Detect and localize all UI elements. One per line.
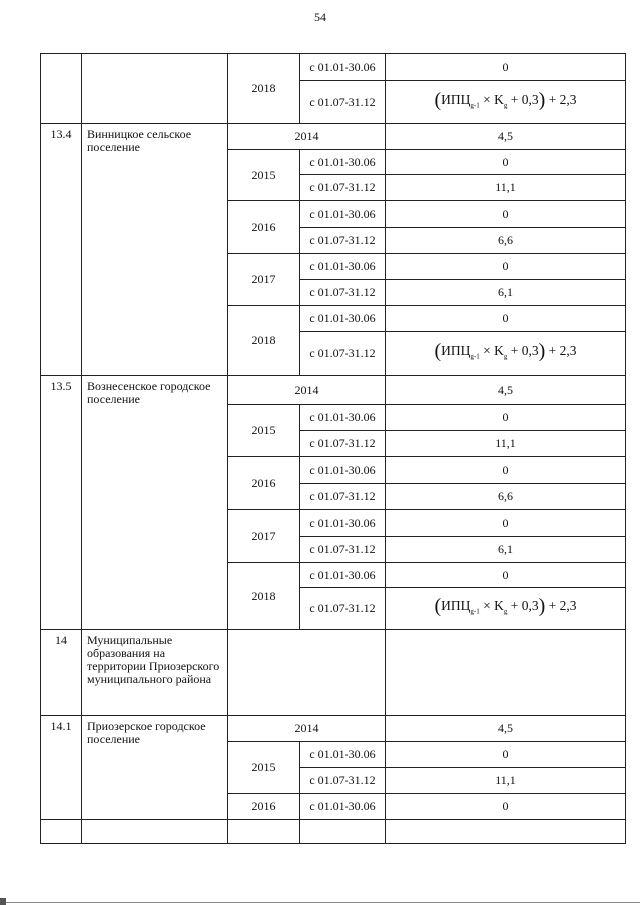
period-cell: с 01.07-31.12 bbox=[300, 280, 386, 306]
value-cell: 4,5 bbox=[386, 124, 626, 150]
value-cell: 0 bbox=[386, 510, 626, 537]
section-number: 13.5 bbox=[41, 376, 82, 630]
table-row bbox=[41, 376, 626, 405]
year-cell: 2017 bbox=[228, 254, 300, 306]
value-cell: 0 bbox=[386, 306, 626, 332]
value-cell: 0 bbox=[386, 794, 626, 820]
value-cell: 11,1 bbox=[386, 431, 626, 457]
value-cell: 6,1 bbox=[386, 537, 626, 563]
value-cell: 11,1 bbox=[386, 175, 626, 201]
year-cell: 2016 bbox=[228, 201, 300, 254]
value-cell: 0 bbox=[386, 405, 626, 431]
period-cell: с 01.07-31.12 bbox=[300, 768, 386, 794]
table-row bbox=[41, 124, 626, 150]
period-cell: с 01.01-30.06 bbox=[300, 306, 386, 332]
value-cell: 6,6 bbox=[386, 228, 626, 254]
formula-cell bbox=[386, 81, 626, 124]
base-year-cell: 2014 bbox=[228, 716, 386, 742]
year-cell: 2018 bbox=[228, 563, 300, 630]
value-cell: 0 bbox=[386, 742, 626, 768]
settlement-name: Вознесенское городское поселение bbox=[82, 376, 228, 630]
period-cell: с 01.01-30.06 bbox=[300, 405, 386, 431]
table-row bbox=[41, 630, 626, 716]
year-cell: 2016 bbox=[228, 794, 300, 820]
value-cell: 4,5 bbox=[386, 716, 626, 742]
empty-cell bbox=[228, 820, 300, 844]
formula: $(ИПЦ_{g-1} \times K_g + 0,3) + 2,3$ bbox=[434, 340, 577, 363]
value-cell: 0 bbox=[386, 563, 626, 588]
value-cell: 0 bbox=[386, 457, 626, 484]
period-cell: с 01.01-30.06 bbox=[300, 54, 386, 81]
scan-edge-mark bbox=[0, 898, 6, 905]
empty-cell bbox=[300, 820, 386, 844]
period-cell: с 01.07-31.12 bbox=[300, 81, 386, 124]
value-cell: 0 bbox=[386, 54, 626, 81]
year-cell: 2015 bbox=[228, 150, 300, 201]
empty-cell bbox=[228, 630, 386, 716]
period-cell: с 01.01-30.06 bbox=[300, 457, 386, 484]
table-row bbox=[41, 54, 626, 81]
value-cell: 0 bbox=[386, 254, 626, 280]
base-year-cell: 2014 bbox=[228, 376, 386, 405]
period-cell: с 01.01-30.06 bbox=[300, 201, 386, 228]
period-cell: с 01.07-31.12 bbox=[300, 431, 386, 457]
year-cell: 2016 bbox=[228, 457, 300, 510]
section-number: 14.1 bbox=[41, 716, 82, 820]
tariff-table bbox=[40, 53, 626, 844]
value-cell: 11,1 bbox=[386, 768, 626, 794]
value-cell: 0 bbox=[386, 150, 626, 175]
period-cell: с 01.01-30.06 bbox=[300, 254, 386, 280]
period-cell: с 01.07-31.12 bbox=[300, 588, 386, 630]
settlement-name: Приозерское городское поселение bbox=[82, 716, 228, 820]
empty-cell bbox=[386, 630, 626, 716]
period-cell: с 01.01-30.06 bbox=[300, 794, 386, 820]
formula-cell bbox=[386, 588, 626, 630]
year-cell: 2018 bbox=[228, 54, 300, 124]
empty-cell bbox=[386, 820, 626, 844]
table-row bbox=[41, 716, 626, 742]
section-number: 14 bbox=[41, 630, 82, 716]
period-cell: с 01.01-30.06 bbox=[300, 563, 386, 588]
period-cell: с 01.07-31.12 bbox=[300, 537, 386, 563]
year-cell: 2015 bbox=[228, 742, 300, 794]
value-cell: 6,6 bbox=[386, 484, 626, 510]
period-cell: с 01.07-31.12 bbox=[300, 484, 386, 510]
year-cell: 2015 bbox=[228, 405, 300, 457]
section-number: 13.4 bbox=[41, 124, 82, 376]
scan-edge-line bbox=[6, 902, 640, 903]
period-cell: с 01.01-30.06 bbox=[300, 510, 386, 537]
period-cell: с 01.01-30.06 bbox=[300, 742, 386, 768]
table-row bbox=[41, 820, 626, 844]
formula: $(ИПЦ_{g-1} \times K_g + 0,3) + 2,3$ bbox=[434, 88, 577, 111]
period-cell: с 01.07-31.12 bbox=[300, 228, 386, 254]
formula: $(ИПЦ_{g-1} \times K_g + 0,3) + 2,3$ bbox=[434, 595, 577, 618]
row-name-cell bbox=[82, 54, 228, 124]
empty-cell bbox=[82, 820, 228, 844]
period-cell: с 01.01-30.06 bbox=[300, 150, 386, 175]
settlement-name: Винницкое сельское поселение bbox=[82, 124, 228, 376]
value-cell: 6,1 bbox=[386, 280, 626, 306]
formula-cell bbox=[386, 332, 626, 376]
year-cell: 2018 bbox=[228, 306, 300, 376]
year-cell: 2017 bbox=[228, 510, 300, 563]
empty-cell bbox=[41, 820, 82, 844]
base-year-cell: 2014 bbox=[228, 124, 386, 150]
value-cell: 0 bbox=[386, 201, 626, 228]
value-cell: 4,5 bbox=[386, 376, 626, 405]
section-name: Муниципальные образования на территории Приозерского муниципального района bbox=[82, 630, 228, 716]
page-number: 54 bbox=[314, 10, 326, 24]
period-cell: с 01.07-31.12 bbox=[300, 332, 386, 376]
row-number-cell bbox=[41, 54, 82, 124]
period-cell: с 01.07-31.12 bbox=[300, 175, 386, 201]
